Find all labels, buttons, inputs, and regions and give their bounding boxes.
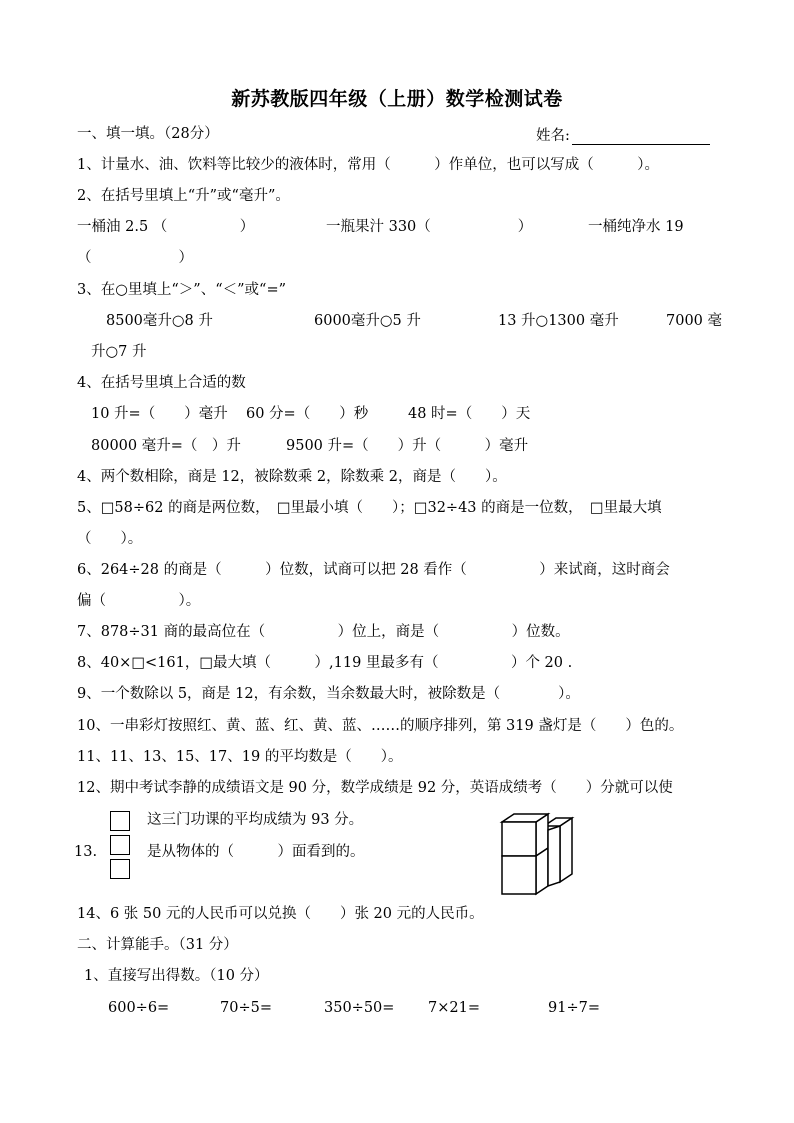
question-5: 5、□58÷62 的商是两位数， □里最小填（ ）；□32÷43 的商是一位数， □里最大填	[77, 500, 662, 516]
calc-item-2: 70÷5=	[220, 1000, 272, 1016]
view-square-bottom	[110, 859, 130, 879]
cube-stack-figure	[498, 810, 578, 900]
question-5-cont: （ ）。	[77, 531, 143, 547]
question-13: 是从物体的（ ）面看到的。	[147, 844, 365, 860]
section-1-heading: 一、填一填。（28分）	[77, 126, 219, 142]
calc-item-1: 600÷6=	[108, 1000, 170, 1016]
name-label: 姓名:	[536, 128, 570, 144]
question-4b: 4、两个数相除，商是 12，被除数乘 2，除数乘 2，商是（ ）。	[77, 469, 507, 485]
page-title: 新苏教版四年级（上册）数学检测试卷	[231, 88, 563, 110]
question-4: 4、在括号里填上合适的数	[77, 375, 246, 391]
question-3-item-b: 6000毫升○5 升	[314, 313, 421, 329]
question-2: 2、在括号里填上“升”或“毫升”。	[77, 188, 290, 204]
question-4-item-c: 48 时=（ ）天	[408, 406, 531, 422]
view-square-top	[110, 811, 130, 831]
question-3: 3、在○里填上“＞”、“＜”或“=”	[77, 282, 287, 298]
question-2-item-c-blank: （ ）	[77, 250, 193, 266]
question-9: 9、一个数除以 5，商是 12，有余数，当余数最大时，被除数是（ ）。	[77, 686, 580, 702]
question-3-item-c: 13 升○1300 毫升	[498, 313, 619, 329]
question-14: 14、6 张 50 元的人民币可以兑换（ ）张 20 元的人民币。	[77, 906, 484, 922]
question-7: 7、878÷31 商的最高位在（ ）位上，商是（ ）位数。	[77, 624, 570, 640]
sub-section-1: 1、直接写出得数。（10 分）	[84, 968, 269, 984]
question-3-item-d-cont: 升○7 升	[91, 344, 147, 360]
question-4-item-a: 10 升=（ ）毫升	[91, 406, 228, 422]
question-1: 1、计量水、油、饮料等比较少的液体时，常用（ ）作单位，也可以写成（ ）。	[77, 157, 659, 173]
question-4-item-b: 60 分=（ ）秒	[246, 406, 369, 422]
question-4-item-d: 80000 毫升=（ ）升	[91, 438, 241, 454]
question-2-item-b: 一瓶果汁 330（ ）	[326, 219, 533, 235]
question-2-item-a: 一桶油 2.5 （ ）	[77, 219, 255, 235]
question-4-item-e: 9500 升=（ ）升（ ）毫升	[286, 438, 529, 454]
question-12-cont: 这三门功课的平均成绩为 93 分。	[147, 812, 364, 828]
question-13-number: 13.	[74, 844, 98, 860]
question-6: 6、264÷28 的商是（ ）位数，试商可以把 28 看作（ ）来试商，这时商会	[77, 562, 670, 578]
name-field[interactable]	[536, 124, 710, 145]
question-3-item-d: 7000 毫	[666, 313, 723, 329]
calc-item-5: 91÷7=	[548, 1000, 600, 1016]
calc-item-4: 7×21=	[428, 1000, 480, 1016]
question-6-cont: 偏（ ）。	[77, 593, 201, 609]
question-12: 12、期中考试李静的成绩语文是 90 分，数学成绩是 92 分，英语成绩考（ ）分就可以使	[77, 780, 673, 796]
question-10: 10、一串彩灯按照红、黄、蓝、红、黄、蓝、……的顺序排列，第 319 盏灯是（ ）色的。	[77, 718, 684, 734]
view-square-middle	[110, 835, 130, 855]
name-blank-line[interactable]	[572, 128, 710, 145]
question-8: 8、40×□<161，□最大填（ ）,119 里最多有（ ）个 20 .	[77, 655, 573, 671]
question-3-item-a: 8500毫升○8 升	[106, 313, 213, 329]
question-2-item-c: 一桶纯净水 19	[588, 219, 684, 235]
section-2-heading: 二、计算能手。（31 分）	[77, 937, 238, 953]
calc-item-3: 350÷50=	[324, 1000, 395, 1016]
question-11: 11、11、13、15、17、19 的平均数是（ ）。	[77, 749, 403, 765]
